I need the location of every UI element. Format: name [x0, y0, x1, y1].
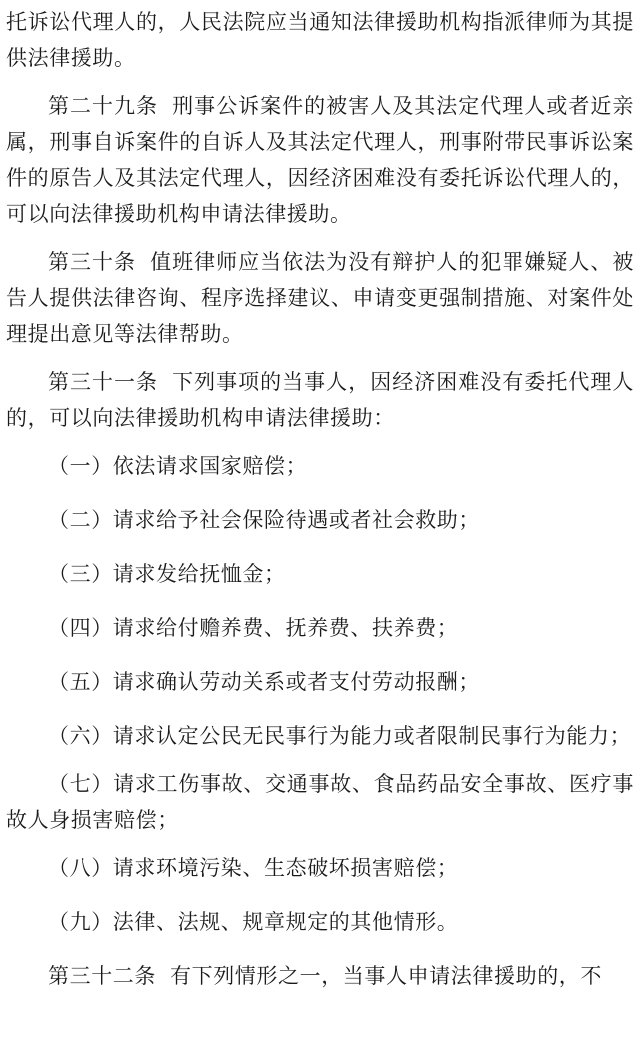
list-item: （七）请求工伤事故、交通事故、食品药品安全事故、医疗事故人身损害赔偿； [6, 772, 634, 832]
article-30-text: 值班律师应当依法为没有辩护人的犯罪嫌疑人、被告人提供法律咨询、程序选择建议、申请变更强制措施、对案件处理提出意见等法律帮助。 [6, 250, 634, 346]
list-item: （二）请求给予社会保险待遇或者社会救助； [48, 508, 480, 532]
article-31-heading: 第三十一条 [48, 370, 159, 394]
list-item: （六）请求认定公民无民事行为能力或者限制民事行为能力； [48, 724, 632, 748]
continuation-paragraph: 托诉讼代理人的，人民法院应当通知法律援助机构指派律师为其提供法律援助。 [6, 10, 634, 70]
article-30-paragraph [6, 244, 634, 352]
article-31-paragraph [6, 364, 634, 436]
list-item: （一）依法请求国家赔偿； [48, 454, 308, 478]
article-32-paragraph [6, 958, 634, 994]
list-item: （五）请求确认劳动关系或者支付劳动报酬； [48, 670, 480, 694]
article-29-text: 刑事公诉案件的被害人及其法定代理人或者近亲属，刑事自诉案件的自诉人及其法定代理人，刑事附带民事诉讼案件的原告人及其法定代理人，因经济困难没有委托诉讼代理人的，可以向法律援助机构申请法律援助。 [6, 94, 634, 226]
list-item: （八）请求环境污染、生态破坏损害赔偿； [48, 856, 459, 880]
article-29-paragraph [6, 88, 634, 232]
list-item: （三）请求发给抚恤金； [48, 562, 286, 586]
article-29-heading: 第二十九条 [48, 94, 159, 118]
list-item: （四）请求给付赡养费、抚养费、扶养费； [48, 616, 459, 640]
article-31-text: 下列事项的当事人，因经济困难没有委托代理人的，可以向法律援助机构申请法律援助： [6, 370, 634, 430]
list-item: （九）法律、法规、规章规定的其他情形。 [48, 910, 459, 934]
article-30-heading: 第三十条 [48, 250, 137, 274]
article-32-text: 有下列情形之一，当事人申请法律援助的，不 [170, 964, 602, 988]
article-32-heading: 第三十二条 [48, 964, 156, 988]
